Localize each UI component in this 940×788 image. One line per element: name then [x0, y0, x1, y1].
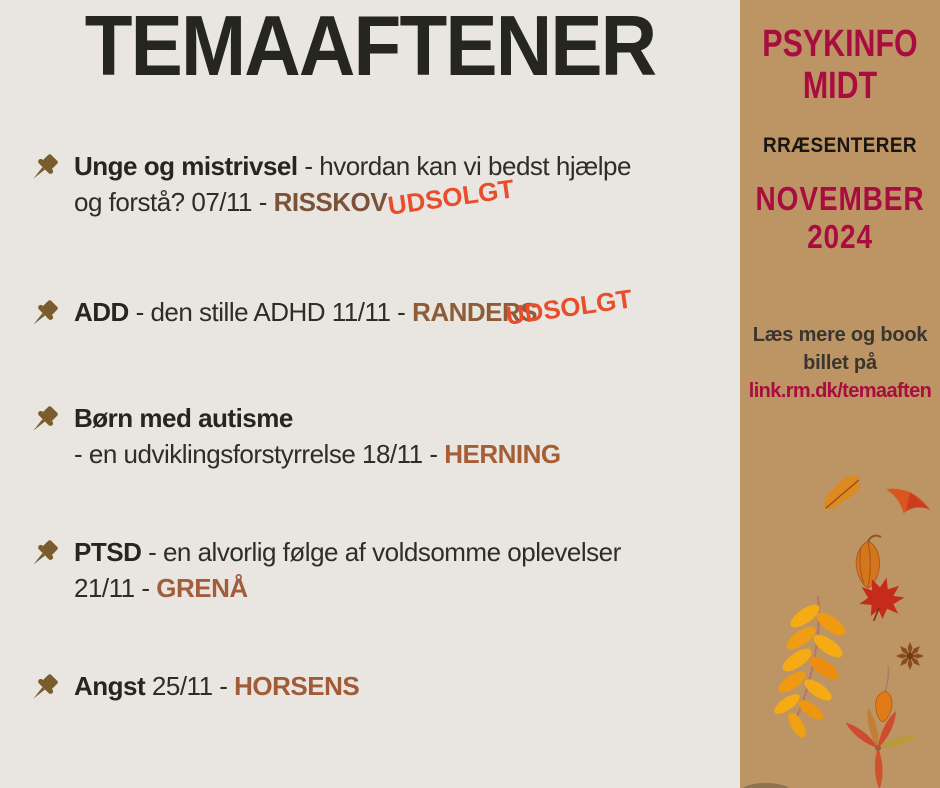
- event-line2: [74, 570, 674, 606]
- event-line2: [74, 436, 674, 472]
- event-description: - en udviklingsforstyrrelse 18/11 -: [74, 439, 445, 469]
- pushpin-icon: [24, 402, 62, 440]
- event-location: HERNING: [444, 439, 561, 469]
- event-location: GRENÅ: [156, 573, 248, 603]
- event-title: ADD: [74, 297, 129, 327]
- sold-out-badge: UDSOLGT: [385, 173, 516, 221]
- event-ptsd: [74, 534, 674, 606]
- event-description: - hvordan kan vi bedst hjælpe: [297, 151, 631, 181]
- page-title: TEMAAFTENER: [84, 0, 656, 94]
- event-line1: [74, 400, 674, 436]
- autumn-leaves-decoration: [740, 448, 940, 788]
- rowan-leaf-icon: [771, 596, 849, 740]
- leaf-fragment-icon: [882, 487, 933, 519]
- pushpin-icon: [24, 296, 62, 334]
- booking-link[interactable]: link.rm.dk/temaaften: [748, 380, 932, 402]
- pushpin-icon: [24, 670, 62, 708]
- event-boern-med-autisme: [74, 400, 674, 472]
- event-description: - en alvorlig følge af voldsomme oplevelser: [141, 537, 621, 567]
- booking-info-line1: Læs mere og book: [752, 324, 928, 346]
- small-physalis-icon: [874, 665, 896, 722]
- event-title: Børn med autisme: [74, 403, 293, 433]
- event-title: PTSD: [74, 537, 142, 567]
- event-angst: [74, 668, 674, 704]
- brand-name-line1: PSYKINFO: [762, 23, 918, 65]
- year-label: 2024: [807, 218, 873, 255]
- event-location: RANDERS: [412, 297, 538, 327]
- event-description: - den stille ADHD 11/11 -: [128, 297, 413, 327]
- brand-name-line2: MIDT: [802, 65, 878, 107]
- leaf-shadow: [740, 783, 792, 788]
- event-date: og forstå? 07/11 -: [74, 187, 274, 217]
- oak-leaf-icon: [816, 471, 867, 513]
- event-line1: [74, 534, 674, 570]
- event-line2: [74, 184, 674, 220]
- physalis-icon: [856, 536, 881, 588]
- event-title: Angst: [74, 671, 146, 701]
- event-unge-og-mistrivsel: [74, 148, 674, 220]
- event-date: 25/11 -: [145, 671, 235, 701]
- pushpin-icon: [24, 536, 62, 574]
- event-line1: [74, 148, 674, 184]
- star-anise-icon: [896, 642, 924, 670]
- booking-info-line2: billet på: [803, 352, 877, 374]
- sold-out-badge: UDSOLGT: [503, 283, 634, 331]
- presents-label: RRÆSENTERER: [762, 134, 918, 157]
- month-label: NOVEMBER: [755, 180, 925, 217]
- sidebar: [740, 0, 940, 788]
- event-title: Unge og mistrivsel: [74, 151, 298, 181]
- event-location: RISSKOV: [273, 187, 388, 217]
- event-location: HORSENS: [234, 671, 360, 701]
- event-add: [74, 283, 674, 331]
- pushpin-icon: [24, 150, 62, 188]
- event-line1: [74, 668, 674, 704]
- event-date: 21/11 -: [74, 573, 157, 603]
